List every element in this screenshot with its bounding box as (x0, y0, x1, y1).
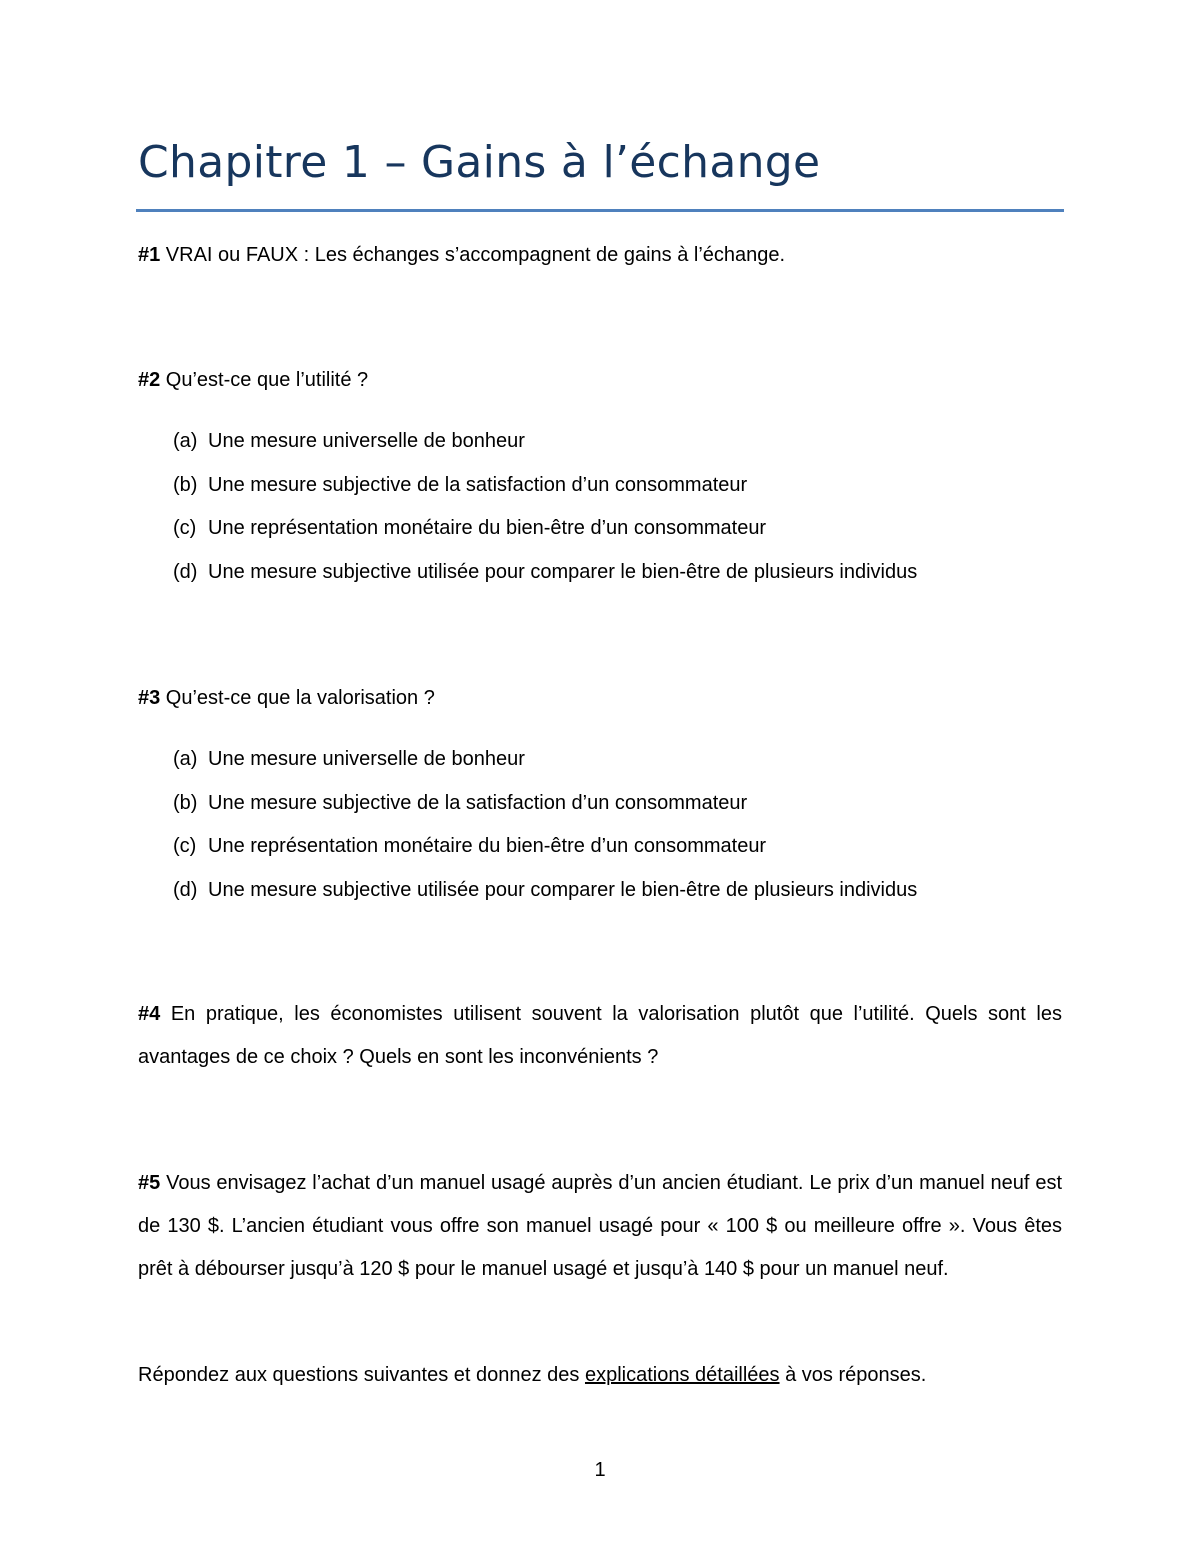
question-2-number: #2 (138, 369, 161, 391)
question-5 (138, 1162, 1062, 1291)
option-letter: (c) (173, 517, 197, 539)
option-item (173, 782, 1073, 826)
option-letter: (d) (173, 560, 198, 583)
page-title: Chapitre 1 – Gains à l’échange (138, 137, 821, 188)
option-text: Une mesure universelle de bonheur (208, 748, 525, 770)
option-item (173, 738, 1073, 782)
option-item (173, 551, 1073, 595)
title-divider (136, 209, 1064, 212)
question-5-number: #5 (138, 1172, 161, 1194)
option-item (173, 507, 1073, 551)
option-text: Une mesure subjective utilisée pour comparer le bien-être de plusieurs individus (208, 560, 918, 583)
question-3-options (173, 738, 1073, 912)
question-1-number: #1 (138, 244, 161, 266)
option-letter: (a) (173, 430, 198, 452)
question-2-text: Qu’est-ce que l’utilité ? (160, 369, 369, 391)
option-item (173, 464, 1073, 508)
question-4 (138, 993, 1062, 1079)
question-2-options (173, 420, 1073, 594)
option-item (173, 420, 1073, 464)
option-text: Une mesure subjective de la satisfaction d’un consommateur (208, 473, 748, 496)
option-letter: (b) (173, 473, 198, 496)
page-number: 1 (594, 1459, 606, 1481)
instructions (138, 1354, 1062, 1397)
option-text: Une représentation monétaire du bien-être d’un consommateur (208, 517, 767, 539)
instructions-text-end: à vos réponses. (779, 1364, 927, 1386)
option-text: Une mesure universelle de bonheur (208, 430, 525, 452)
question-3 (138, 677, 1062, 720)
option-letter: (b) (173, 791, 198, 814)
question-2 (138, 359, 1062, 402)
option-item (173, 869, 1073, 913)
option-item (173, 825, 1073, 869)
option-text: Une mesure subjective de la satisfaction d’un consommateur (208, 791, 748, 814)
option-text: Une mesure subjective utilisée pour comparer le bien-être de plusieurs individus (208, 878, 918, 901)
question-5-text: Vous envisagez l’achat d’un manuel usagé auprès d’un ancien étudiant. Le prix d’un manuel neuf est de 130 $. L’ancien étudiant vous offre son manuel usagé pour « 100 $ ou meilleure offre ». Vous êtes prêt à débourser jusqu’à 120 $ pour le manuel usagé et jusqu’à 140 $ pour un manuel neuf. (138, 1172, 1062, 1280)
question-3-text: Qu’est-ce que la valorisation ? (160, 687, 435, 709)
question-1-text: VRAI ou FAUX : Les échanges s’accompagnent de gains à l’échange. (160, 244, 786, 266)
question-4-number: #4 (138, 1003, 161, 1025)
question-4-text: En pratique, les économistes utilisent souvent la valorisation plutôt que l’utilité. Quels sont les avantages de ce choix ? Quels en sont les inconvénients ? (138, 1003, 1062, 1068)
option-letter: (a) (173, 748, 198, 770)
instructions-text-start: Répondez aux questions suivantes et donnez des (138, 1364, 585, 1386)
question-3-number: #3 (138, 687, 161, 709)
option-letter: (c) (173, 835, 197, 857)
instructions-emphasis: explications détaillées (584, 1364, 780, 1386)
option-text: Une représentation monétaire du bien-être d’un consommateur (208, 835, 767, 857)
option-letter: (d) (173, 878, 198, 901)
question-1 (138, 234, 1062, 277)
